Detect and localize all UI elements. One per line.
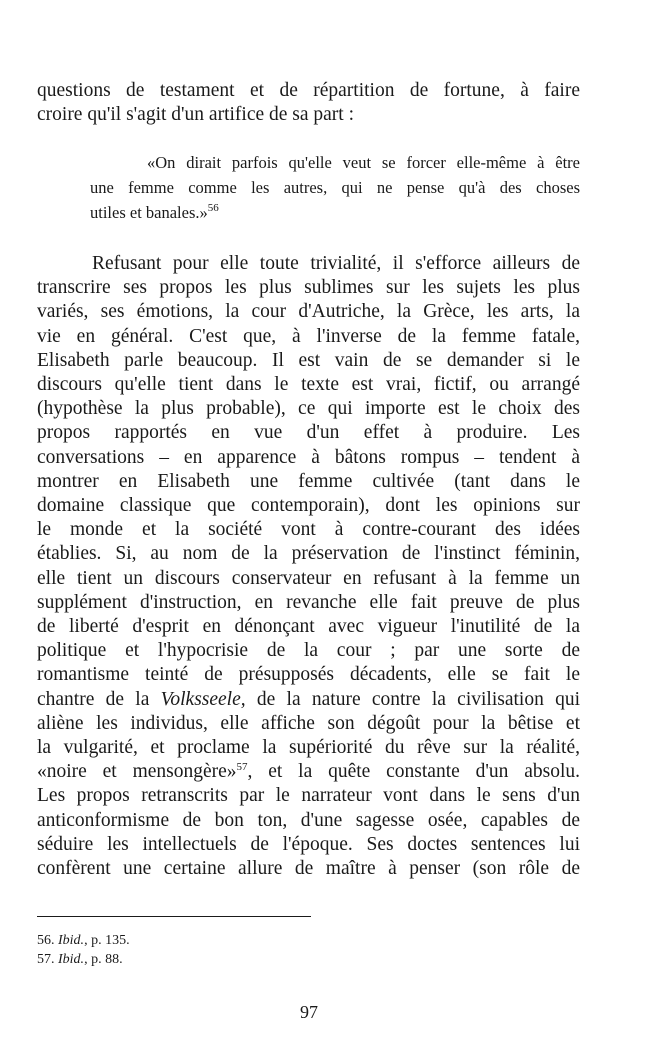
text-line: Refusant pour elle toute trivialité, il s'efforce ailleurs de xyxy=(92,253,580,274)
text-line xyxy=(37,688,580,712)
text-run: de la nature contre la civilisation qui xyxy=(245,688,580,710)
text-line: séduire les intellectuels de l'époque. Ses doctes sentences lui xyxy=(37,833,580,855)
text-line: elle tient un discours conservateur en refusant à la femme un xyxy=(37,567,580,589)
text-line xyxy=(37,760,580,784)
text-line: confèrent une certaine allure de maître à penser (son rôle de xyxy=(37,858,580,880)
footnote-number: 56. xyxy=(37,933,55,948)
footnotes xyxy=(37,931,130,969)
footnote-ref-56: 56 xyxy=(207,202,219,214)
intro-paragraph xyxy=(37,79,580,127)
footnote-56 xyxy=(37,931,130,950)
text-line: romantisme teinté de présupposés décadents, elle se fait le xyxy=(37,664,580,686)
footnote-divider xyxy=(37,916,311,917)
text-line: Elisabeth parle beaucoup. Il est vain de se demander si le xyxy=(37,349,580,371)
text-line: (hypothèse la plus probable), ce qui importe est le choix des xyxy=(37,398,580,420)
text-line: variés, ses émotions, la cour d'Autriche, la Grèce, les arts, la xyxy=(37,301,580,323)
text-line: conversations – en apparence à bâtons rompus – tendent à xyxy=(37,446,580,468)
text-run: chantre de la xyxy=(37,688,161,710)
text-line: anticonformisme de bon ton, d'une sagesse osée, capables de xyxy=(37,809,580,831)
text-run: , et la quête constante d'un absolu. xyxy=(247,761,580,783)
text-line: la vulgarité, et proclame la supériorité du rêve sur la réalité, xyxy=(37,737,580,759)
block-quote xyxy=(90,150,580,225)
quote-line: «On dirait parfois qu'elle veut se forcer elle-même à être xyxy=(147,153,580,172)
text-line: discours qu'elle tient dans le texte est vrai, fictif, ou arrangé xyxy=(37,374,580,396)
footnote-page: , p. 135. xyxy=(84,933,130,948)
footnote-source: Ibid. xyxy=(58,952,85,967)
text-line: domaine classique que contemporain), dont les opinions sur xyxy=(37,495,580,517)
italic-term: Volksseele, xyxy=(160,688,246,710)
page-number: 97 xyxy=(300,1002,318,1022)
text-line: le monde et la société vont à contre-courant des idées xyxy=(37,519,580,541)
text-line: établies. Si, au nom de la préservation de l'instinct féminin, xyxy=(37,543,580,565)
text-line: transcrire ses propos les plus sublimes sur les sujets les plus xyxy=(37,277,580,299)
text-line: montrer en Elisabeth une femme cultivée (tant dans le xyxy=(37,470,580,492)
text-line: politique et l'hypocrisie de la cour ; par une sorte de xyxy=(37,640,580,662)
text-line: questions de testament et de répartition de fortune, à faire xyxy=(37,80,580,101)
quote-line xyxy=(90,200,580,225)
footnote-source: Ibid. xyxy=(58,933,85,948)
text-line: aliène les individus, elle affiche son dégoût pour la bêtise et xyxy=(37,712,580,734)
body-paragraph xyxy=(37,252,580,881)
footnote-57 xyxy=(37,950,130,969)
text-line: propos rapportés en vue d'un effet à produire. Les xyxy=(37,422,580,444)
text-line: Les propos retranscrits par le narrateur vont dans le sens d'un xyxy=(37,785,580,807)
text-line: supplément d'instruction, en revanche elle fait preuve de plus xyxy=(37,591,580,613)
quote-line: une femme comme les autres, qui ne pense qu'à des choses xyxy=(90,178,580,197)
text-line: croire qu'il s'agit d'un artifice de sa part : xyxy=(37,104,355,126)
footnote-page: , p. 88. xyxy=(84,952,123,967)
text-line: de liberté d'esprit en dénonçant avec vigueur l'inutilité de la xyxy=(37,616,580,638)
footnote-number: 57. xyxy=(37,952,55,967)
footnote-ref-57: 57 xyxy=(236,761,248,774)
text-run: «noire et mensongère» xyxy=(37,761,237,783)
text-line: vie en général. C'est que, à l'inverse de la femme fatale, xyxy=(37,325,580,347)
quote-line-text: utiles et banales.» xyxy=(90,203,208,222)
